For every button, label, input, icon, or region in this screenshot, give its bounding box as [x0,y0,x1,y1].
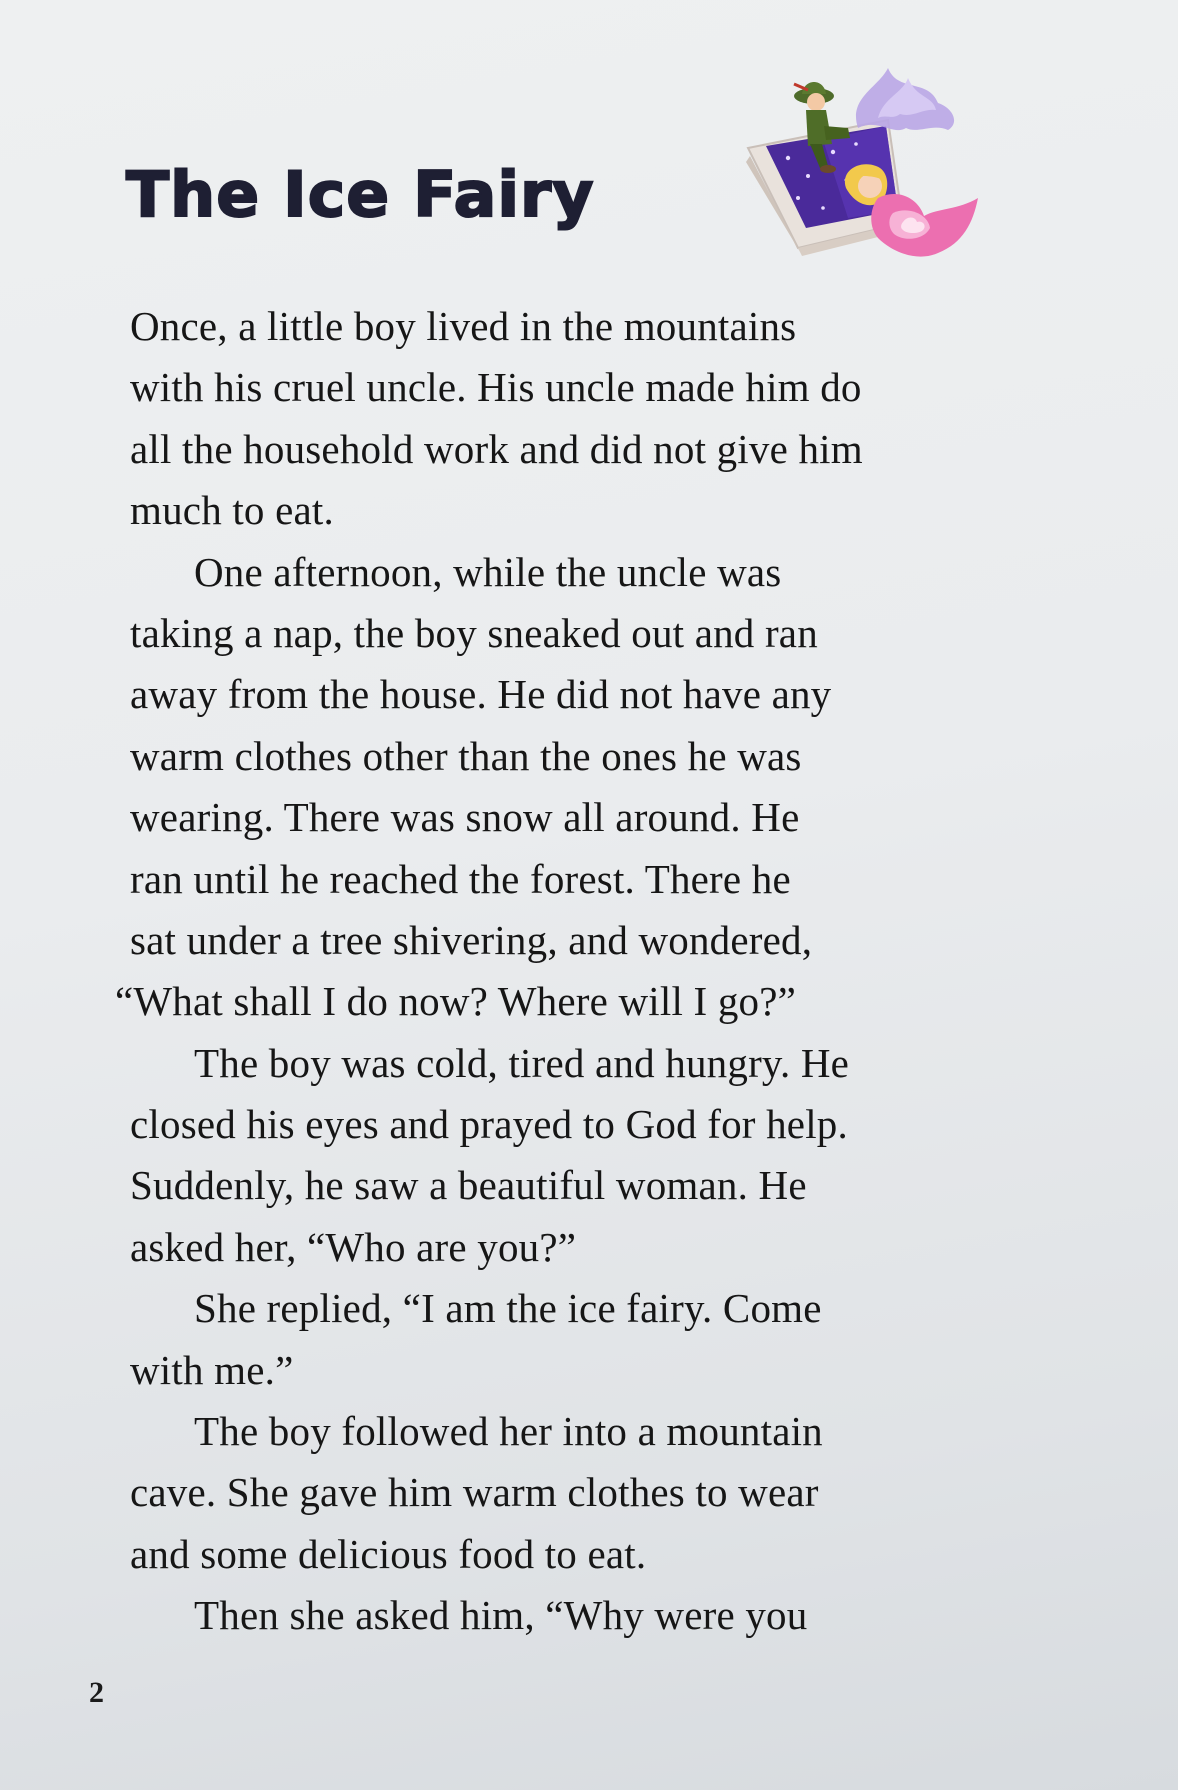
text-line: Once, a little boy lived in the mountains [130,303,797,349]
text-line: The boy followed her into a mountain [194,1408,823,1455]
text-line: ran until he reached the forest. There he [130,855,791,902]
page-number: 2 [89,1676,104,1709]
text-line: with me.” [130,1346,294,1393]
text-line: One afternoon, while the uncle was [194,548,782,595]
story-body [115,296,1050,1647]
text-line: all the household work and did not give him [130,425,863,472]
text-line: away from the house. He did not have any [130,671,832,718]
text-line: much to eat. [130,487,334,534]
storybook-fairy-illustration-icon [728,48,1028,268]
text-line: closed his eyes and prayed to God for help. [130,1101,848,1148]
text-line: She replied, “I am the ice fairy. Come [194,1285,822,1332]
story-title: The Ice Fairy [126,158,595,231]
text-line: “What shall I do now? Where will I go?” [115,978,797,1025]
text-line: warm clothes other than the ones he was [130,732,802,779]
text-line: Then she asked him, “Why were you [194,1592,808,1639]
text-line: taking a nap, the boy sneaked out and ran [130,609,818,656]
text-line: sat under a tree shivering, and wondered, [130,916,813,963]
text-line: Suddenly, he saw a beautiful woman. He [130,1162,807,1209]
text-line: and some delicious food to eat. [130,1530,647,1577]
text-line: with his cruel uncle. His uncle made him do [130,364,862,411]
text-line: wearing. There was snow all around. He [130,794,800,841]
text-line: The boy was cold, tired and hungry. He [194,1039,850,1086]
text-line: asked her, “Who are you?” [130,1223,577,1270]
text-line: cave. She gave him warm clothes to wear [130,1469,819,1516]
